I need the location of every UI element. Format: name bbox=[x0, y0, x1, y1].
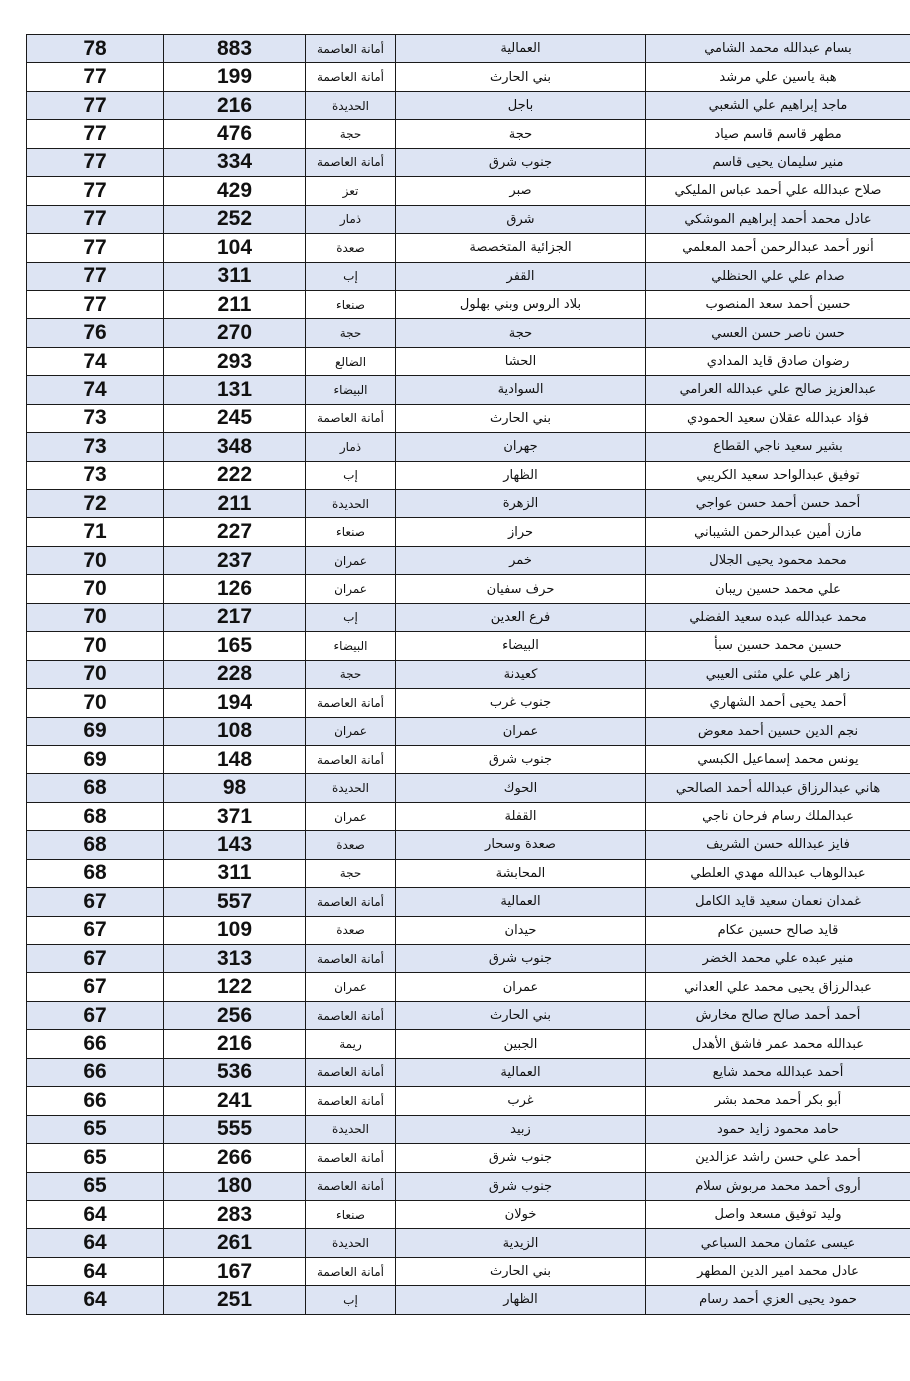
governorate-cell: ذمار bbox=[306, 433, 396, 461]
seat-number-cell: 108 bbox=[164, 717, 306, 745]
name-cell: بشير سعيد ناجي القطاع bbox=[646, 433, 910, 461]
name-cell: عيسى عثمان محمد السباعي bbox=[646, 1229, 910, 1257]
seat-number-cell: 199 bbox=[164, 63, 306, 91]
table-row bbox=[27, 347, 910, 375]
seat-number-cell: 293 bbox=[164, 347, 306, 375]
score-cell: 77 bbox=[27, 205, 164, 233]
district-cell: حجة bbox=[396, 120, 646, 148]
district-cell: خولان bbox=[396, 1200, 646, 1228]
governorate-cell: أمانة العاصمة bbox=[306, 1144, 396, 1172]
name-cell: أحمد علي حسن راشد عزالدين bbox=[646, 1144, 910, 1172]
score-cell: 77 bbox=[27, 290, 164, 318]
governorate-cell: أمانة العاصمة bbox=[306, 35, 396, 63]
governorate-cell: أمانة العاصمة bbox=[306, 148, 396, 176]
table-row bbox=[27, 1286, 910, 1314]
governorate-cell: إب bbox=[306, 461, 396, 489]
district-cell: حراز bbox=[396, 518, 646, 546]
seat-number-cell: 536 bbox=[164, 1058, 306, 1086]
table-row bbox=[27, 546, 910, 574]
name-cell: زاهر علي علي مثنى العيبي bbox=[646, 660, 910, 688]
district-cell: الحوك bbox=[396, 774, 646, 802]
seat-number-cell: 109 bbox=[164, 916, 306, 944]
district-cell: الظهار bbox=[396, 1286, 646, 1314]
district-cell: بني الحارث bbox=[396, 1001, 646, 1029]
score-cell: 65 bbox=[27, 1115, 164, 1143]
score-cell: 73 bbox=[27, 404, 164, 432]
score-cell: 68 bbox=[27, 831, 164, 859]
score-cell: 65 bbox=[27, 1172, 164, 1200]
governorate-cell: أمانة العاصمة bbox=[306, 745, 396, 773]
name-cell: منير عبده علي محمد الخضر bbox=[646, 945, 910, 973]
seat-number-cell: 429 bbox=[164, 177, 306, 205]
table-row bbox=[27, 376, 910, 404]
district-cell: غرب bbox=[396, 1087, 646, 1115]
name-cell: رضوان صادق قايد المدادي bbox=[646, 347, 910, 375]
name-cell: عبدالله محمد عمر فاشق الأهدل bbox=[646, 1030, 910, 1058]
seat-number-cell: 216 bbox=[164, 1030, 306, 1058]
name-cell: أروى أحمد محمد مربوش سلام bbox=[646, 1172, 910, 1200]
district-cell: شرق bbox=[396, 205, 646, 233]
governorate-cell: أمانة العاصمة bbox=[306, 1058, 396, 1086]
name-cell: نجم الدين حسين أحمد معوض bbox=[646, 717, 910, 745]
table-row bbox=[27, 603, 910, 631]
seat-number-cell: 165 bbox=[164, 632, 306, 660]
governorate-cell: حجة bbox=[306, 859, 396, 887]
district-cell: العمالية bbox=[396, 1058, 646, 1086]
name-cell: أبو بكر أحمد محمد بشر bbox=[646, 1087, 910, 1115]
governorate-cell: أمانة العاصمة bbox=[306, 888, 396, 916]
seat-number-cell: 143 bbox=[164, 831, 306, 859]
table-row bbox=[27, 205, 910, 233]
district-cell: صبر bbox=[396, 177, 646, 205]
governorate-cell: أمانة العاصمة bbox=[306, 689, 396, 717]
district-cell: القفر bbox=[396, 262, 646, 290]
score-cell: 69 bbox=[27, 717, 164, 745]
score-cell: 70 bbox=[27, 603, 164, 631]
governorate-cell: عمران bbox=[306, 802, 396, 830]
seat-number-cell: 883 bbox=[164, 35, 306, 63]
district-cell: بني الحارث bbox=[396, 63, 646, 91]
governorate-cell: الحديدة bbox=[306, 774, 396, 802]
governorate-cell: تعز bbox=[306, 177, 396, 205]
district-cell: صعدة وسحار bbox=[396, 831, 646, 859]
score-cell: 73 bbox=[27, 461, 164, 489]
table-row bbox=[27, 660, 910, 688]
name-cell: مازن أمين عبدالرحمن الشيباني bbox=[646, 518, 910, 546]
district-cell: جنوب شرق bbox=[396, 1172, 646, 1200]
district-cell: الزهرة bbox=[396, 490, 646, 518]
name-cell: عبدالعزيز صالح علي عبدالله العرامي bbox=[646, 376, 910, 404]
score-cell: 67 bbox=[27, 916, 164, 944]
district-cell: القفلة bbox=[396, 802, 646, 830]
seat-number-cell: 245 bbox=[164, 404, 306, 432]
district-cell: المحابشة bbox=[396, 859, 646, 887]
governorate-cell: عمران bbox=[306, 575, 396, 603]
name-cell: محمد عبدالله عبده سعيد الفضلي bbox=[646, 603, 910, 631]
governorate-cell: البيضاء bbox=[306, 632, 396, 660]
name-cell: حمود يحيى العزي أحمد رسام bbox=[646, 1286, 910, 1314]
district-cell: عمران bbox=[396, 973, 646, 1001]
seat-number-cell: 261 bbox=[164, 1229, 306, 1257]
district-cell: خمر bbox=[396, 546, 646, 574]
governorate-cell: عمران bbox=[306, 546, 396, 574]
results-table-body bbox=[27, 35, 910, 1315]
name-cell: فؤاد عبدالله عقلان سعيد الحمودي bbox=[646, 404, 910, 432]
score-cell: 77 bbox=[27, 177, 164, 205]
table-row bbox=[27, 1257, 910, 1285]
table-row bbox=[27, 63, 910, 91]
governorate-cell: أمانة العاصمة bbox=[306, 1087, 396, 1115]
governorate-cell: حجة bbox=[306, 120, 396, 148]
district-cell: زبيد bbox=[396, 1115, 646, 1143]
district-cell: بني الحارث bbox=[396, 1257, 646, 1285]
governorate-cell: الحديدة bbox=[306, 1229, 396, 1257]
table-row bbox=[27, 745, 910, 773]
table-row bbox=[27, 120, 910, 148]
table-row bbox=[27, 148, 910, 176]
seat-number-cell: 180 bbox=[164, 1172, 306, 1200]
governorate-cell: صعدة bbox=[306, 234, 396, 262]
district-cell: الجزائية المتخصصة bbox=[396, 234, 646, 262]
table-row bbox=[27, 91, 910, 119]
table-row bbox=[27, 945, 910, 973]
name-cell: هبة ياسين علي مرشد bbox=[646, 63, 910, 91]
governorate-cell: صعدة bbox=[306, 831, 396, 859]
score-cell: 70 bbox=[27, 575, 164, 603]
score-cell: 66 bbox=[27, 1030, 164, 1058]
district-cell: بني الحارث bbox=[396, 404, 646, 432]
seat-number-cell: 98 bbox=[164, 774, 306, 802]
score-cell: 68 bbox=[27, 802, 164, 830]
table-row bbox=[27, 461, 910, 489]
governorate-cell: الحديدة bbox=[306, 91, 396, 119]
table-row bbox=[27, 1200, 910, 1228]
table-row bbox=[27, 859, 910, 887]
score-cell: 67 bbox=[27, 973, 164, 1001]
score-cell: 65 bbox=[27, 1144, 164, 1172]
name-cell: هاني عبدالرزاق عبدالله أحمد الصالحي bbox=[646, 774, 910, 802]
governorate-cell: أمانة العاصمة bbox=[306, 1001, 396, 1029]
name-cell: بسام عبدالله محمد الشامي bbox=[646, 35, 910, 63]
district-cell: جنوب شرق bbox=[396, 148, 646, 176]
score-cell: 64 bbox=[27, 1229, 164, 1257]
governorate-cell: صنعاء bbox=[306, 290, 396, 318]
district-cell: العمالية bbox=[396, 888, 646, 916]
seat-number-cell: 555 bbox=[164, 1115, 306, 1143]
name-cell: حسين أحمد سعد المنصوب bbox=[646, 290, 910, 318]
district-cell: جنوب شرق bbox=[396, 745, 646, 773]
district-cell: بلاد الروس وبني بهلول bbox=[396, 290, 646, 318]
governorate-cell: حجة bbox=[306, 660, 396, 688]
table-row bbox=[27, 1001, 910, 1029]
district-cell: جنوب شرق bbox=[396, 1144, 646, 1172]
name-cell: أحمد يحيى أحمد الشهاري bbox=[646, 689, 910, 717]
table-row bbox=[27, 490, 910, 518]
seat-number-cell: 270 bbox=[164, 319, 306, 347]
table-row bbox=[27, 1144, 910, 1172]
seat-number-cell: 241 bbox=[164, 1087, 306, 1115]
table-row bbox=[27, 1115, 910, 1143]
seat-number-cell: 211 bbox=[164, 490, 306, 518]
seat-number-cell: 311 bbox=[164, 262, 306, 290]
score-cell: 66 bbox=[27, 1087, 164, 1115]
name-cell: يونس محمد إسماعيل الكبسي bbox=[646, 745, 910, 773]
governorate-cell: إب bbox=[306, 262, 396, 290]
seat-number-cell: 217 bbox=[164, 603, 306, 631]
table-row bbox=[27, 290, 910, 318]
name-cell: قايد صالح حسين عكام bbox=[646, 916, 910, 944]
district-cell: باجل bbox=[396, 91, 646, 119]
score-cell: 66 bbox=[27, 1058, 164, 1086]
district-cell: الزيدية bbox=[396, 1229, 646, 1257]
seat-number-cell: 211 bbox=[164, 290, 306, 318]
score-cell: 69 bbox=[27, 745, 164, 773]
seat-number-cell: 371 bbox=[164, 802, 306, 830]
score-cell: 68 bbox=[27, 859, 164, 887]
governorate-cell: إب bbox=[306, 603, 396, 631]
seat-number-cell: 237 bbox=[164, 546, 306, 574]
name-cell: غمدان نعمان سعيد قايد الكامل bbox=[646, 888, 910, 916]
district-cell: جنوب شرق bbox=[396, 945, 646, 973]
name-cell: علي محمد حسين ريبان bbox=[646, 575, 910, 603]
score-cell: 77 bbox=[27, 148, 164, 176]
name-cell: أحمد حسن أحمد حسن عواجي bbox=[646, 490, 910, 518]
table-row bbox=[27, 1058, 910, 1086]
table-row bbox=[27, 35, 910, 63]
governorate-cell: إب bbox=[306, 1286, 396, 1314]
score-cell: 77 bbox=[27, 91, 164, 119]
score-cell: 71 bbox=[27, 518, 164, 546]
district-cell: عمران bbox=[396, 717, 646, 745]
score-cell: 76 bbox=[27, 319, 164, 347]
results-table bbox=[26, 34, 910, 1315]
score-cell: 74 bbox=[27, 347, 164, 375]
table-row bbox=[27, 888, 910, 916]
score-cell: 78 bbox=[27, 35, 164, 63]
seat-number-cell: 122 bbox=[164, 973, 306, 1001]
name-cell: حسين محمد حسين سبأ bbox=[646, 632, 910, 660]
seat-number-cell: 476 bbox=[164, 120, 306, 148]
governorate-cell: صنعاء bbox=[306, 1200, 396, 1228]
table-row bbox=[27, 234, 910, 262]
name-cell: صلاح عبدالله علي أحمد عباس المليكي bbox=[646, 177, 910, 205]
table-row bbox=[27, 802, 910, 830]
score-cell: 64 bbox=[27, 1286, 164, 1314]
seat-number-cell: 283 bbox=[164, 1200, 306, 1228]
score-cell: 77 bbox=[27, 234, 164, 262]
seat-number-cell: 256 bbox=[164, 1001, 306, 1029]
seat-number-cell: 311 bbox=[164, 859, 306, 887]
name-cell: عبدالرزاق يحيى محمد علي العداني bbox=[646, 973, 910, 1001]
score-cell: 73 bbox=[27, 433, 164, 461]
table-row bbox=[27, 774, 910, 802]
table-row bbox=[27, 575, 910, 603]
seat-number-cell: 148 bbox=[164, 745, 306, 773]
table-row bbox=[27, 1172, 910, 1200]
governorate-cell: الضالع bbox=[306, 347, 396, 375]
table-row bbox=[27, 518, 910, 546]
name-cell: فايز عبدالله حسن الشريف bbox=[646, 831, 910, 859]
governorate-cell: الحديدة bbox=[306, 1115, 396, 1143]
governorate-cell: صعدة bbox=[306, 916, 396, 944]
table-row bbox=[27, 689, 910, 717]
name-cell: منير سليمان يحيى قاسم bbox=[646, 148, 910, 176]
governorate-cell: عمران bbox=[306, 973, 396, 1001]
district-cell: الحشا bbox=[396, 347, 646, 375]
score-cell: 70 bbox=[27, 632, 164, 660]
district-cell: حرف سفيان bbox=[396, 575, 646, 603]
table-row bbox=[27, 717, 910, 745]
score-cell: 67 bbox=[27, 888, 164, 916]
governorate-cell: البيضاء bbox=[306, 376, 396, 404]
name-cell: وليد توفيق مسعد واصل bbox=[646, 1200, 910, 1228]
score-cell: 72 bbox=[27, 490, 164, 518]
score-cell: 70 bbox=[27, 689, 164, 717]
seat-number-cell: 167 bbox=[164, 1257, 306, 1285]
district-cell: الجبين bbox=[396, 1030, 646, 1058]
governorate-cell: حجة bbox=[306, 319, 396, 347]
table-row bbox=[27, 404, 910, 432]
name-cell: أحمد أحمد صالح صالح مخارش bbox=[646, 1001, 910, 1029]
governorate-cell: أمانة العاصمة bbox=[306, 945, 396, 973]
table-row bbox=[27, 262, 910, 290]
governorate-cell: أمانة العاصمة bbox=[306, 1172, 396, 1200]
table-row bbox=[27, 319, 910, 347]
seat-number-cell: 348 bbox=[164, 433, 306, 461]
district-cell: الظهار bbox=[396, 461, 646, 489]
name-cell: عبدالملك رسام فرحان ناجي bbox=[646, 802, 910, 830]
score-cell: 64 bbox=[27, 1200, 164, 1228]
table-row bbox=[27, 177, 910, 205]
name-cell: عادل محمد امير الدين المطهر bbox=[646, 1257, 910, 1285]
table-row bbox=[27, 916, 910, 944]
governorate-cell: ذمار bbox=[306, 205, 396, 233]
seat-number-cell: 313 bbox=[164, 945, 306, 973]
seat-number-cell: 266 bbox=[164, 1144, 306, 1172]
score-cell: 77 bbox=[27, 262, 164, 290]
governorate-cell: أمانة العاصمة bbox=[306, 63, 396, 91]
seat-number-cell: 126 bbox=[164, 575, 306, 603]
score-cell: 70 bbox=[27, 660, 164, 688]
seat-number-cell: 104 bbox=[164, 234, 306, 262]
name-cell: حسن ناصر حسن العسي bbox=[646, 319, 910, 347]
name-cell: محمد محمود يحيى الجلال bbox=[646, 546, 910, 574]
name-cell: عبدالوهاب عبدالله مهدي العلطي bbox=[646, 859, 910, 887]
table-row bbox=[27, 1030, 910, 1058]
seat-number-cell: 251 bbox=[164, 1286, 306, 1314]
district-cell: حجة bbox=[396, 319, 646, 347]
score-cell: 67 bbox=[27, 1001, 164, 1029]
district-cell: جهران bbox=[396, 433, 646, 461]
seat-number-cell: 228 bbox=[164, 660, 306, 688]
seat-number-cell: 252 bbox=[164, 205, 306, 233]
governorate-cell: أمانة العاصمة bbox=[306, 404, 396, 432]
seat-number-cell: 131 bbox=[164, 376, 306, 404]
table-row bbox=[27, 632, 910, 660]
governorate-cell: الحديدة bbox=[306, 490, 396, 518]
district-cell: البيضاء bbox=[396, 632, 646, 660]
district-cell: العمالية bbox=[396, 35, 646, 63]
table-row bbox=[27, 831, 910, 859]
seat-number-cell: 194 bbox=[164, 689, 306, 717]
score-cell: 67 bbox=[27, 945, 164, 973]
name-cell: مطهر قاسم قاسم صياد bbox=[646, 120, 910, 148]
governorate-cell: عمران bbox=[306, 717, 396, 745]
district-cell: السوادية bbox=[396, 376, 646, 404]
district-cell: فرع العدين bbox=[396, 603, 646, 631]
governorate-cell: ريمة bbox=[306, 1030, 396, 1058]
seat-number-cell: 216 bbox=[164, 91, 306, 119]
score-cell: 70 bbox=[27, 546, 164, 574]
score-cell: 77 bbox=[27, 120, 164, 148]
seat-number-cell: 334 bbox=[164, 148, 306, 176]
table-row bbox=[27, 1229, 910, 1257]
district-cell: كعيدنة bbox=[396, 660, 646, 688]
score-cell: 68 bbox=[27, 774, 164, 802]
score-cell: 77 bbox=[27, 63, 164, 91]
score-cell: 64 bbox=[27, 1257, 164, 1285]
name-cell: عادل محمد أحمد إبراهيم الموشكي bbox=[646, 205, 910, 233]
table-row bbox=[27, 433, 910, 461]
seat-number-cell: 227 bbox=[164, 518, 306, 546]
name-cell: توفيق عبدالواحد سعيد الكريبي bbox=[646, 461, 910, 489]
name-cell: أحمد عبدالله محمد شايع bbox=[646, 1058, 910, 1086]
governorate-cell: أمانة العاصمة bbox=[306, 1257, 396, 1285]
district-cell: حيدان bbox=[396, 916, 646, 944]
seat-number-cell: 557 bbox=[164, 888, 306, 916]
governorate-cell: صنعاء bbox=[306, 518, 396, 546]
district-cell: جنوب غرب bbox=[396, 689, 646, 717]
name-cell: ماجد إبراهيم علي الشعبي bbox=[646, 91, 910, 119]
score-cell: 74 bbox=[27, 376, 164, 404]
name-cell: حامد محمود زايد حمود bbox=[646, 1115, 910, 1143]
table-row bbox=[27, 973, 910, 1001]
seat-number-cell: 222 bbox=[164, 461, 306, 489]
name-cell: صدام علي علي الحنظلي bbox=[646, 262, 910, 290]
table-row bbox=[27, 1087, 910, 1115]
name-cell: أنور أحمد عبدالرحمن أحمد المعلمي bbox=[646, 234, 910, 262]
